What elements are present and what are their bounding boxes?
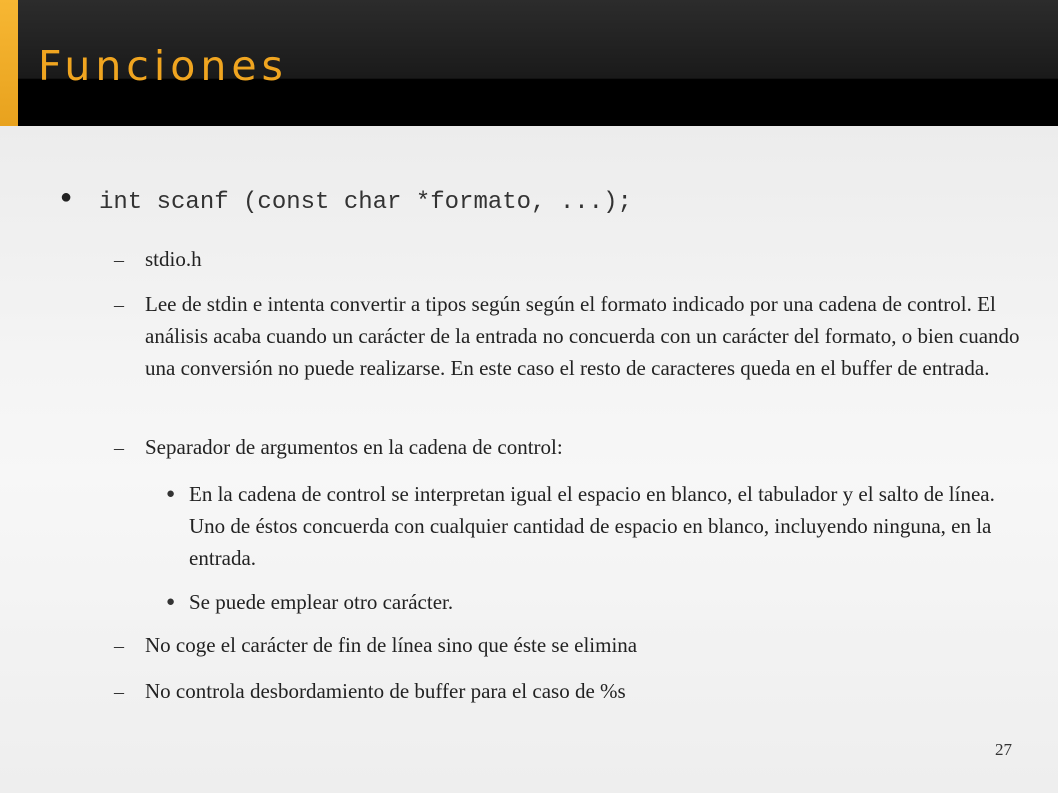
page-number: 27 (995, 740, 1012, 759)
bullet-icon: ● (60, 186, 73, 208)
sublist-item-other-char: Se puede emplear otro carácter. (189, 590, 454, 614)
list-item-stdio: stdio.h (145, 247, 202, 271)
dash-icon: – (114, 249, 124, 271)
dash-icon: – (114, 635, 124, 657)
title-accent-bar (0, 0, 18, 126)
dash-icon: – (114, 681, 124, 703)
bullet-icon: ● (166, 486, 176, 502)
sublist-item-whitespace: En la cadena de control se interpretan igual el espacio en blanco, el tabulador y el salto de línea. Uno de éstos concuerda con cualquier cantidad de espacio en blanco, incluyendo ninguna, en la entrada. (189, 482, 995, 570)
list-item-separator: Separador de argumentos en la cadena de control: (145, 435, 563, 459)
slide-title: Funciones (38, 42, 288, 90)
dash-icon: – (114, 437, 124, 459)
title-bar (0, 0, 1058, 126)
bullet-icon: ● (166, 594, 176, 610)
list-item-description: Lee de stdin e intenta convertir a tipos según según el formato indicado por una cadena de control. El análisis acaba cuando un carácter de la entrada no concuerda con un carácter del formato, o bien cuando una conversión no puede realizarse. En este caso el resto de caracteres queda en el buffer de entrada. (145, 292, 1020, 380)
list-item-overflow: No controla desbordamiento de buffer para el caso de %s (145, 679, 626, 703)
code-signature: int scanf (const char *formato, ...); (99, 189, 632, 216)
list-item-newline: No coge el carácter de fin de línea sino que éste se elimina (145, 633, 638, 657)
dash-icon: – (114, 294, 124, 316)
